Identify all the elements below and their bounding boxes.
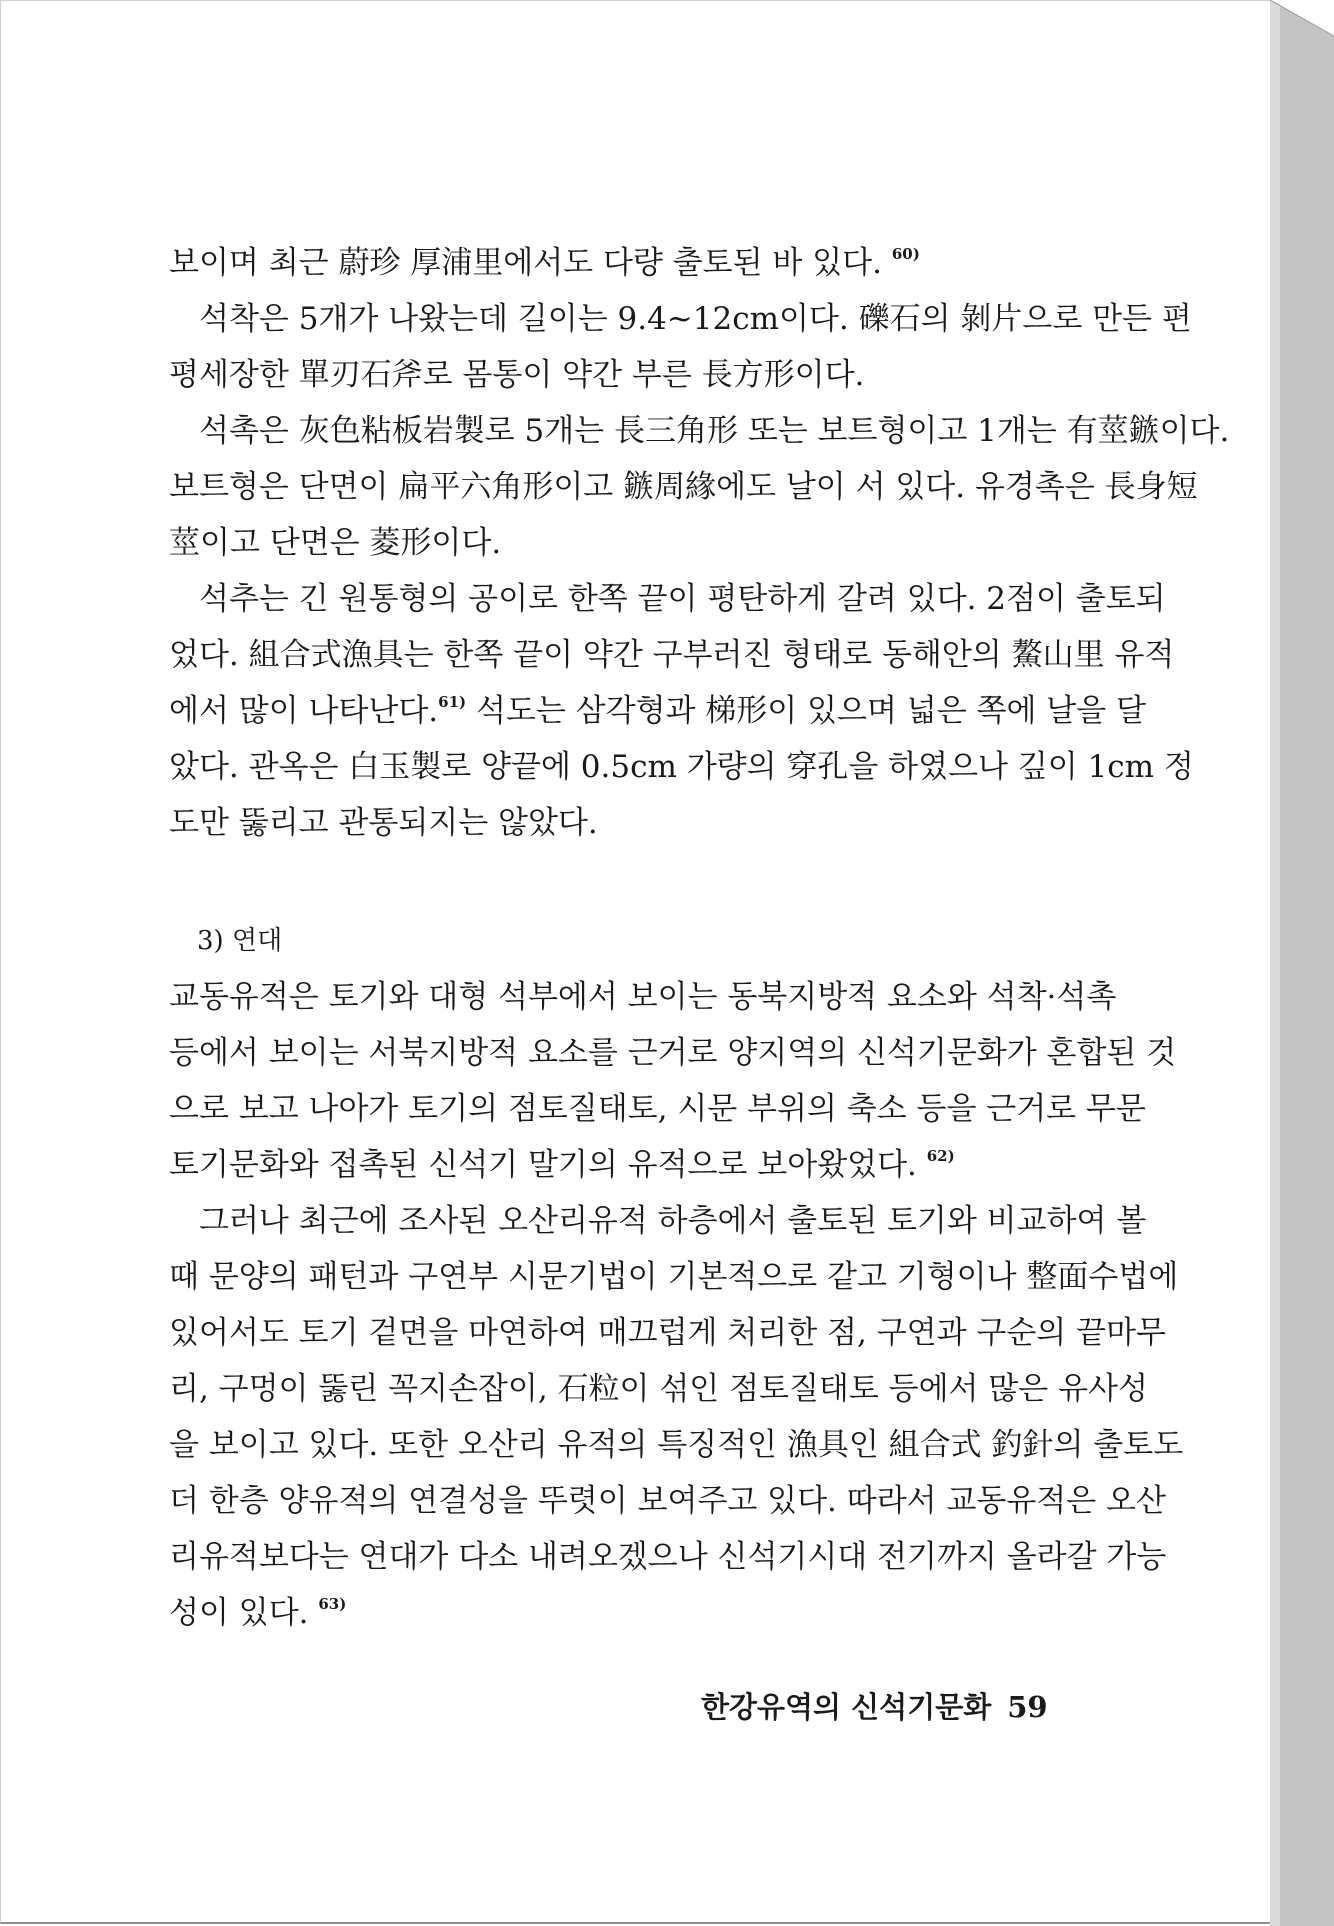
page-edge-shadow bbox=[1270, 0, 1334, 1926]
footnote-ref[interactable]: 61) bbox=[438, 693, 467, 711]
text-line: 성이 있다. $^{63)}$ bbox=[169, 1595, 347, 1631]
text-line: 때 문양의 패턴과 구연부 시문기법이 기본적으로 같고 기형이나 整面수법에 bbox=[169, 1259, 1179, 1295]
text-line: 더 한층 양유적의 연결성을 뚜렷이 보여주고 있다. 따라서 교동유적은 오산 bbox=[169, 1483, 1166, 1519]
text-line: 았다. 관옥은 白玉製로 양끝에 0.5cm 가량의 穿孔을 하였으나 깊이 1cm 정 bbox=[169, 749, 1194, 785]
text-line: 석착은 5개가 나왔는데 길이는 9.4~12cm이다. 礫石의 剝片으로 만든 편 bbox=[199, 301, 1192, 337]
text-line: 보이며 최근 蔚珍 厚浦里에서도 다량 출토된 바 있다. $^{60)}$ bbox=[169, 245, 920, 281]
footnote-ref[interactable]: 62) bbox=[926, 1147, 955, 1165]
text-line: 으로 보고 나아가 토기의 점토질태토, 시문 부위의 축소 등을 근거로 무문 bbox=[169, 1091, 1146, 1127]
text-line: 평세장한 單刃石斧로 몸통이 약간 부른 長方形이다. bbox=[169, 357, 865, 393]
text-line: 을 보이고 있다. 또한 오산리 유적의 특징적인 漁具인 組合式 釣針의 출토도 bbox=[169, 1427, 1184, 1463]
text-line: 석추는 긴 원통형의 공이로 한쪽 끝이 평탄하게 갈려 있다. 2점이 출토되 bbox=[199, 581, 1166, 617]
text-line: 등에서 보이는 서북지방적 요소를 근거로 양지역의 신석기문화가 혼합된 것 bbox=[169, 1035, 1177, 1071]
text-line: 그러나 최근에 조사된 오산리유적 하층에서 출토된 토기와 비교하여 볼 bbox=[199, 1203, 1147, 1239]
footnote-ref[interactable]: 60) bbox=[891, 245, 920, 263]
text-line: 었다. 組合式漁具는 한쪽 끝이 약간 구부러진 형태로 동해안의 鰲山里 유적 bbox=[169, 637, 1175, 673]
text-line: 있어서도 토기 겉면을 마연하여 매끄럽게 처리한 점, 구연과 구순의 끝마무 bbox=[169, 1315, 1166, 1351]
text-line: 보트형은 단면이 扁平六角形이고 鏃周緣에도 날이 서 있다. 유경촉은 長身短 bbox=[169, 469, 1198, 505]
body-text bbox=[169, 235, 1230, 1641]
page-footer bbox=[701, 1685, 1051, 1726]
footnote-ref[interactable]: 63) bbox=[318, 1595, 347, 1613]
text-line: 토기문화와 접촉된 신석기 말기의 유적으로 보아왔었다. $^{62)}$ bbox=[169, 1147, 955, 1183]
running-title: 한강유역의 신석기문화 bbox=[701, 1690, 992, 1724]
text-line: 도만 뚫리고 관통되지는 않았다. bbox=[169, 805, 598, 841]
text-line: 莖이고 단면은 菱形이다. bbox=[169, 525, 502, 561]
text-line: 교동유적은 토기와 대형 석부에서 보이는 동북지방적 요소와 석착·석촉 bbox=[169, 979, 1117, 1015]
text-line: 석촉은 灰色粘板岩製로 5개는 長三角形 또는 보트형이고 1개는 有莖鏃이다. bbox=[199, 413, 1230, 449]
page-number: 59 bbox=[1007, 1690, 1048, 1724]
text-line: 에서 많이 나타난다.$^{61)}$ 석도는 삼각형과 梯形이 있으며 넓은 쪽에 날을 달 bbox=[169, 693, 1146, 729]
text-line: 리유적보다는 연대가 다소 내려오겠으나 신석기시대 전기까지 올라갈 가능 bbox=[169, 1539, 1167, 1575]
text-line: 리, 구멍이 뚫린 꼭지손잡이, 石粒이 섞인 점토질태토 등에서 많은 유사성 bbox=[169, 1371, 1148, 1407]
section-heading: 3) 연대 bbox=[197, 926, 283, 956]
